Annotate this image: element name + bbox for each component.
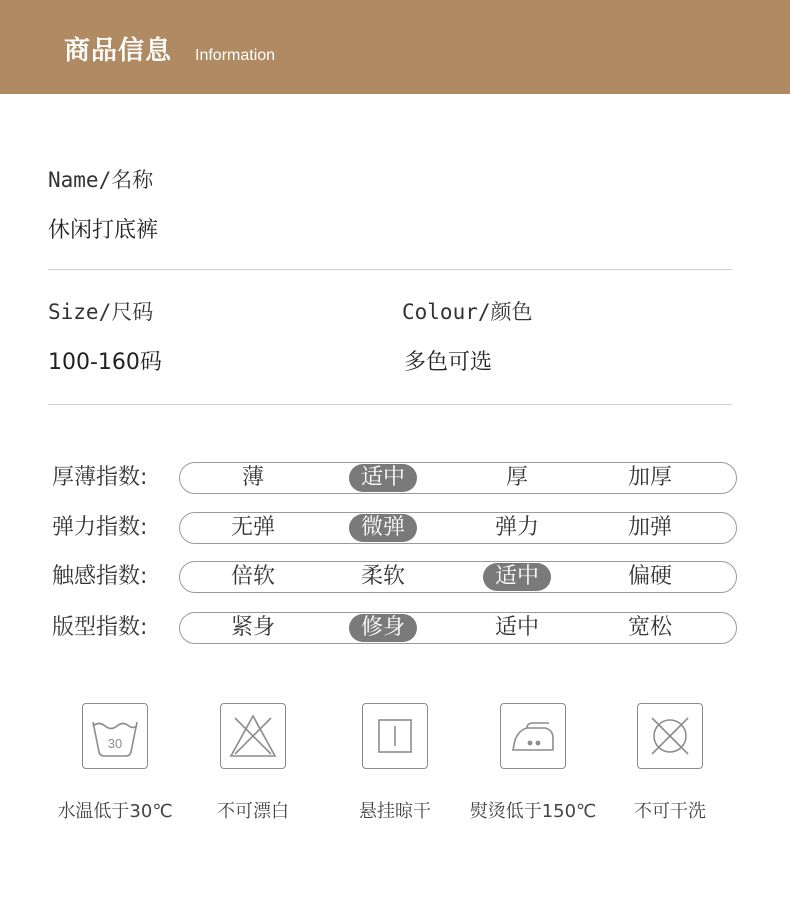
care-label: 悬挂晾干 [359,801,431,822]
index-label: 版型指数: [52,615,148,640]
name-value: 休闲打底裤 [48,218,159,243]
care-item [600,703,740,833]
index-row [52,612,742,644]
index-scale [179,561,737,593]
index-row [52,462,742,494]
index-row [52,561,742,593]
index-option: 偏硬 [627,564,673,589]
index-option-selected: 适中 [349,464,417,492]
wash-30-icon [82,703,148,769]
divider [48,269,732,270]
care-label: 熨烫低于150℃ [469,801,597,822]
index-option: 无弹 [230,515,276,540]
name-label: Name/名称 [48,168,154,192]
index-scale [179,512,737,544]
divider [48,404,732,405]
iron-low-icon [500,703,566,769]
index-option: 弹力 [494,515,540,540]
size-value: 100-160码 [48,350,162,375]
care-label: 不可漂白 [217,801,289,822]
index-label: 触感指数: [52,564,148,589]
header-subtitle: Information [195,47,276,64]
index-option: 适中 [494,615,540,640]
index-label: 厚薄指数: [52,465,148,490]
index-scale [179,462,737,494]
index-scale [179,612,737,644]
no-dry-clean-icon [637,703,703,769]
index-option: 宽松 [627,615,673,640]
index-option: 柔软 [360,564,406,589]
index-option: 加厚 [627,465,673,490]
colour-value: 多色可选 [404,350,493,375]
index-option-selected: 修身 [349,614,417,642]
index-label: 弹力指数: [52,515,148,540]
care-label: 水温低于30℃ [57,801,173,822]
colour-label: Colour/颜色 [402,300,533,324]
care-item [325,703,465,833]
index-option: 厚 [505,465,529,490]
header-title: 商品信息 [64,36,173,66]
index-option: 倍软 [230,564,276,589]
index-option: 加弹 [627,515,673,540]
index-option-selected: 微弹 [349,514,417,542]
header-banner [0,0,790,94]
care-label: 不可干洗 [634,801,706,822]
no-bleach-icon [220,703,286,769]
tub-number: 30 [107,736,123,751]
index-option: 紧身 [230,615,276,640]
index-row [52,512,742,544]
care-item [463,703,603,833]
hang-dry-icon [362,703,428,769]
size-label: Size/尺码 [48,300,154,324]
index-option-selected: 适中 [483,563,551,591]
care-item [45,703,185,833]
care-item [183,703,323,833]
index-option: 薄 [241,465,265,490]
